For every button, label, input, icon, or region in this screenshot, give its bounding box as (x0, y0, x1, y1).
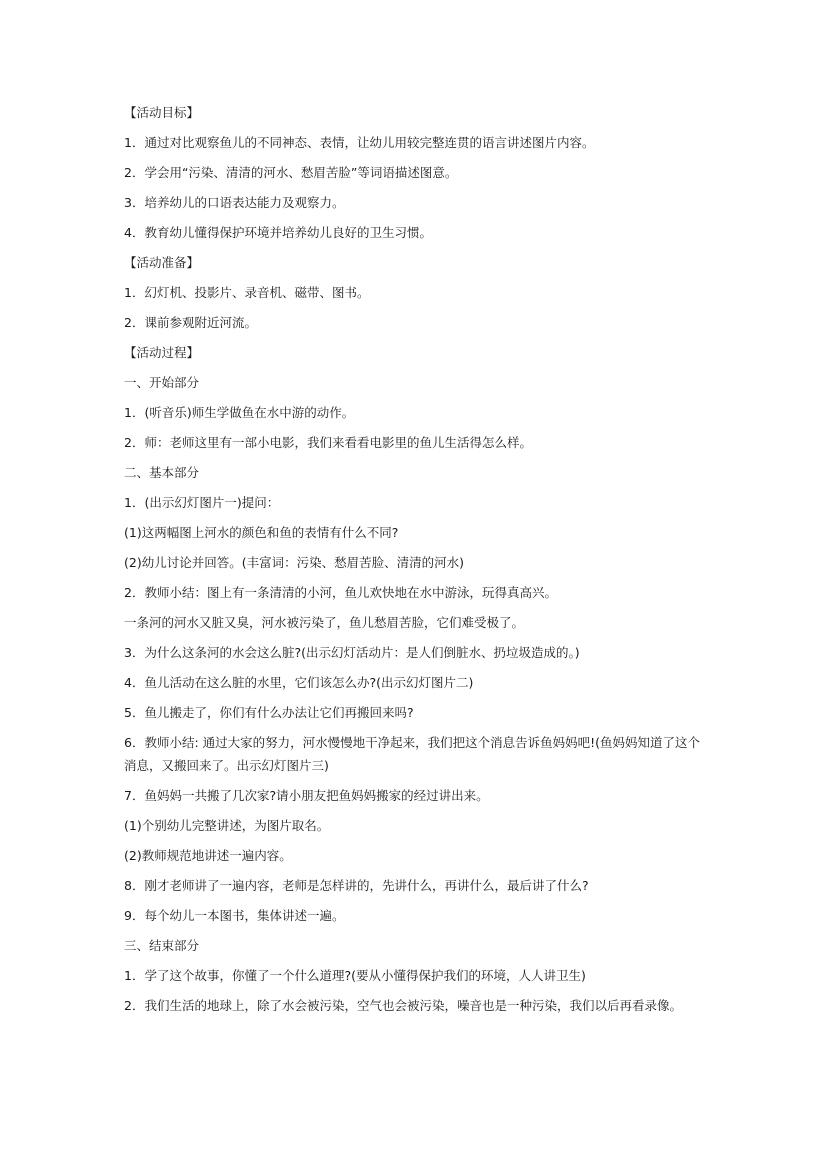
section-heading-prep: 【活动准备】 (124, 255, 200, 270)
part1-item-2: 2．师：老师这里有一部小电影，我们来看看电影里的鱼儿生活得怎么样。 (124, 435, 532, 450)
part3-title: 三、结束部分 (124, 938, 200, 953)
part2-item-15: 9．每个幼儿一本图书，集体讲述一遍。 (124, 908, 345, 923)
part2-item-11: 7．鱼妈妈一共搬了几次家?请小朋友把鱼妈妈搬家的经过讲出来。 (124, 788, 489, 803)
part2-item-10: 消息，又搬回来了。出示幻灯图片三) (124, 758, 329, 773)
part2-item-14: 8．刚才老师讲了一遍内容，老师是怎样讲的，先讲什么，再讲什么，最后讲了什么? (124, 878, 589, 893)
part3-item-2: 2．我们生活的地球上，除了水会被污染，空气也会被污染，噪音也是一种污染，我们以后再看录像。 (124, 998, 682, 1013)
part2-item-13: (2)教师规范地讲述一遍内容。 (124, 848, 292, 863)
part1-item-1: 1．(听音乐)师生学做鱼在水中游的动作。 (124, 405, 355, 420)
prep-item-1: 1．幻灯机、投影片、录音机、磁带、图书。 (124, 285, 370, 300)
part2-item-9: 6．教师小结: 通过大家的努力，河水慢慢地干净起来，我们把这个消息告诉鱼妈妈吧!(鱼妈妈知道了这个 (124, 735, 701, 750)
part2-item-7: 4．鱼儿活动在这么脏的水里，它们该怎么办?(出示幻灯图片二) (124, 675, 474, 690)
goal-item-1: 1．通过对比观察鱼儿的不同神态、表情，让幼儿用较完整连贯的语言讲述图片内容。 (124, 135, 595, 150)
part2-item-1: 1．(出示幻灯图片一)提问： (124, 495, 280, 510)
part2-item-6: 3．为什么这条河的水会这么脏?(出示幻灯活动片：是人们倒脏水、扔垃圾造成的。) (124, 645, 580, 660)
goal-item-4: 4．教育幼儿懂得保护环境并培养幼儿良好的卫生习惯。 (124, 225, 432, 240)
part1-title: 一、开始部分 (124, 375, 200, 390)
part2-item-12: (1)个别幼儿完整讲述，为图片取名。 (124, 818, 330, 833)
part2-item-5: 一条河的河水又脏又臭，河水被污染了，鱼儿愁眉苦脸，它们难受极了。 (124, 615, 525, 630)
document-body (124, 104, 724, 1027)
part3-item-1: 1．学了这个故事，你懂了一个什么道理?(要从小懂得保护我们的环境，人人讲卫生) (124, 968, 586, 983)
part2-item-2: (1)这两幅图上河水的颜色和鱼的表情有什么不同? (124, 525, 399, 540)
part2-item-4: 2．教师小结：图上有一条清清的小河，鱼儿欢快地在水中游泳，玩得真高兴。 (124, 585, 557, 600)
section-heading-process: 【活动过程】 (124, 345, 200, 360)
part2-item-8: 5．鱼儿搬走了，你们有什么办法让它们再搬回来吗? (124, 705, 414, 720)
part2-item-3: (2)幼儿讨论并回答。(丰富词：污染、愁眉苦脸、清清的河水) (124, 555, 464, 570)
prep-item-2: 2．课前参观附近河流。 (124, 315, 257, 330)
section-heading-goals: 【活动目标】 (124, 105, 200, 120)
goal-item-2: 2．学会用“污染、清清的河水、愁眉苦脸”等词语描述图意。 (124, 165, 458, 180)
part2-title: 二、基本部分 (124, 465, 200, 480)
goal-item-3: 3．培养幼儿的口语表达能力及观察力。 (124, 195, 345, 210)
